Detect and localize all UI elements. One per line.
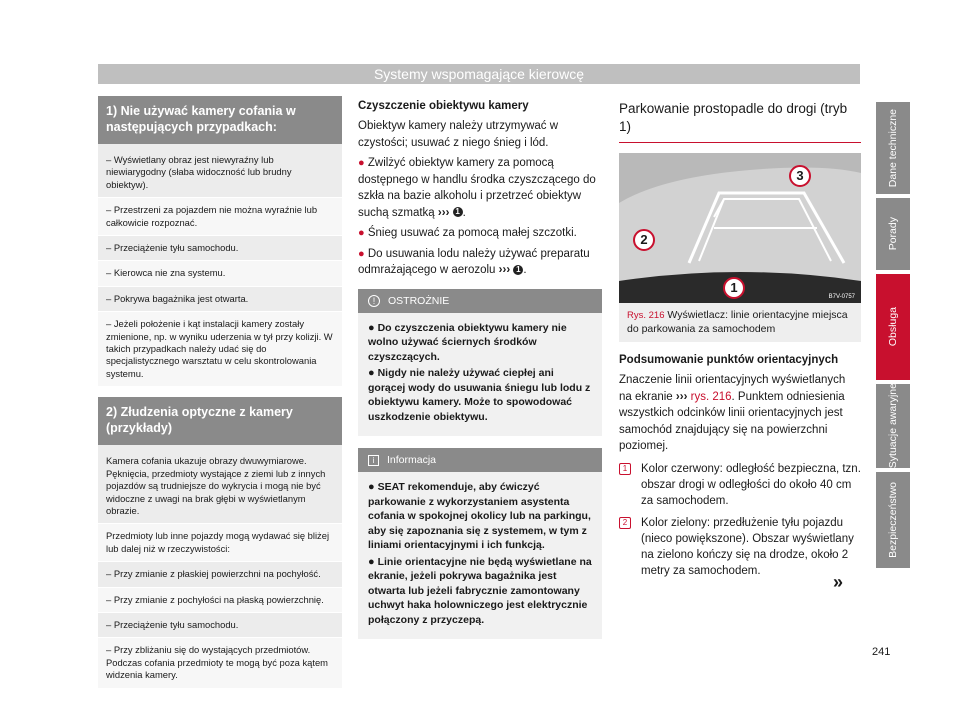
page-header: Systemy wspomagające kierowcę: [98, 64, 860, 84]
bullet-3-text: Do usuwania lodu należy używać preparatu odmrażającego w aerozolu: [358, 247, 590, 276]
bullet-1: ● Zwilżyć obiektyw kamery za pomocą dostępnego w handlu środka czyszczącego do szkła na bazie alkoholu i przetrzeć obiektyw suchą szmatką ››› 1 .: [358, 157, 596, 219]
bullet-2: [358, 225, 602, 242]
numbered-item: [619, 515, 861, 579]
side-tabs: [876, 102, 910, 572]
info-header: [358, 448, 602, 472]
ref-circle-icon[interactable]: 1: [513, 265, 523, 275]
list-item: – Przy zbliżaniu się do wystających przedmiotów. Podczas cofania przedmioty te mogą być poza kątem widzenia kamery.: [98, 638, 342, 688]
caution-item: ● Do czyszczenia obiektywu kamery nie wolno używać ściernych środków czyszczących.: [368, 321, 567, 363]
info-body: [358, 472, 602, 639]
middle-column: [358, 100, 602, 639]
list-item: – Wyświetlany obraz jest niewyraźny lub niewiarygodny (słaba widoczność lub brudny obiektyw).: [98, 144, 342, 198]
ref-arrow[interactable]: ›››: [498, 264, 511, 276]
tab-label: Sytuacje awaryjne: [887, 383, 899, 469]
caution-item: ● Nigdy nie należy używać ciepłej ani gorącej wody do usuwania śniegu lub lodu z obiektywu kamery. Może to spowodować uszkodzenie obiektywu.: [368, 367, 591, 423]
tab-bezpieczeństwo[interactable]: [876, 472, 910, 568]
bullet-3: ● Do usuwania lodu należy używać preparatu odmrażającego w aerozolu ››› 1 .: [358, 247, 590, 276]
list-item: – Jeżeli położenie i kąt instalacji kamery zostały zmienione, np. w wyniku uderzenia w tył przy kolizji. W takich przypadkach należy udać się do specjalistycznego warsztatu w celu skontrolowania systemu.: [98, 312, 342, 387]
tab-porady[interactable]: [876, 198, 910, 270]
section-2-title: 2) Złudzenia optyczne z kamery (przykłady): [98, 397, 342, 445]
figure-caption: [619, 303, 861, 342]
info-item: ● SEAT rekomenduje, aby ćwiczyć parkowanie z wykorzystaniem asystenta cofania w spokojnej okolicy lub na parkingu, aby się zapoznania się z systemem, w tym z liniami orientacyjnymi i ich funkcją.: [368, 481, 591, 551]
summary-heading: Podsumowanie punktów orientacyjnych: [619, 354, 839, 366]
cleaning-para: Obiektyw kamery należy utrzymywać w czystości; usuwać z niego śnieg i lód.: [358, 120, 559, 149]
caption-text: Wyświetlacz: linie orientacyjne miejsca do parkowania za samochodem: [627, 309, 848, 335]
caution-icon: !: [368, 295, 380, 307]
callout-3: 3: [789, 165, 811, 187]
cleaning-heading: Czyszczenie obiektywu kamery: [358, 100, 529, 112]
numbered-list: [619, 461, 861, 579]
list-item: – Kierowca nie zna systemu.: [98, 261, 342, 286]
section-2-intro: Kamera cofania ukazuje obrazy dwuwymiarowe. Pęknięcia, przedmioty wystające z ziemi lub z innych pojazdów są trudniejsze do wykrycia i mogą nie być widoczne z uwagi na brak głębi w wyświetlanym obrazie.: [98, 445, 342, 524]
bullet-2-text: Śnieg usuwać za pomocą małej szczotki.: [367, 227, 577, 239]
section-title: Parkowanie prostopadle do drogi (tryb 1): [619, 100, 861, 143]
summary-para: [619, 372, 861, 455]
continue-mark: »: [833, 572, 844, 592]
list-item: – Przeciążenie tyłu samochodu.: [98, 613, 342, 638]
section-2-intro2: Przedmioty lub inne pojazdy mogą wydawać się bliżej lub dalej niż w rzeczywistości:: [98, 524, 342, 562]
callout-2: 2: [633, 229, 655, 251]
list-item: – Pokrywa bagażnika jest otwarta.: [98, 287, 342, 312]
numbered-item: [619, 461, 861, 509]
tab-dane-techniczne[interactable]: [876, 102, 910, 194]
item-number: 2: [619, 517, 631, 529]
bullet-dot: ●: [358, 247, 365, 260]
ref-arrow[interactable]: ›››: [437, 206, 450, 219]
caution-box: [358, 289, 602, 437]
section-1-title: 1) Nie używać kamery cofania w następujących przypadkach:: [98, 96, 342, 144]
item-text: Kolor zielony: przedłużenie tyłu pojazdu (nieco powiększone). Obszar wyświetlany na zielono kończy się na drodze, około 2 metry za samochodem.: [641, 516, 854, 577]
left-column: [98, 96, 342, 689]
tab-label: Dane techniczne: [887, 108, 899, 188]
tab-obsługa[interactable]: [876, 274, 910, 380]
bullet-1-text: Zwilżyć obiektyw kamery za pomocą dostępnego w handlu środka czyszczącego do szkła na bazie alkoholu i przetrzeć obiektyw suchą szmatką: [358, 157, 596, 219]
page-number: 241: [872, 646, 891, 658]
info-box: [358, 448, 602, 639]
ref-arrow[interactable]: ›››: [675, 390, 688, 403]
tab-label: Obsługa: [887, 307, 899, 347]
list-item: – Przestrzeni za pojazdem nie można wyraźnie lub całkowicie rozpoznać.: [98, 198, 342, 236]
summary-para-text: Znaczenie linii orientacyjnych wyświetlanych na ekranie: [619, 374, 846, 403]
item-number: 1: [619, 463, 631, 475]
caution-header: [358, 289, 602, 313]
item-text: Kolor czerwony: odległość bezpieczna, tzn. obszar drogi w odległości do około 40 cm za samochodem.: [641, 462, 861, 507]
bullet-dot: ●: [358, 157, 365, 169]
info-icon: i: [368, 455, 379, 466]
callout-1: 1: [723, 277, 745, 299]
list-item: – Przy zmianie z pochyłości na płaską powierzchnię.: [98, 588, 342, 613]
caption-label: Rys. 216: [627, 310, 665, 321]
figure-link[interactable]: rys. 216: [690, 390, 732, 403]
info-title: Informacja: [387, 454, 437, 466]
list-item: – Przeciążenie tyłu samochodu.: [98, 236, 342, 261]
bullet-dot: ●: [358, 227, 365, 239]
section-2-list: [98, 562, 342, 688]
tab-label: Porady: [887, 217, 899, 251]
figure-code: B7V-0757: [828, 294, 855, 300]
caution-body: [358, 313, 602, 437]
right-column: [619, 100, 861, 579]
caution-title: OSTROŻNIE: [388, 294, 450, 307]
info-item: ● Linie orientacyjne nie będą wyświetlane na ekranie, jeżeli pokrywa bagażnika jest otwarta lub jeżeli fabrycznie zamontowany uchwyt haka holowniczego jest elektrycznie połączony z przyczepą.: [368, 555, 592, 626]
ref-circle-icon[interactable]: 1: [453, 207, 463, 217]
tab-label: Bezpieczeństwo: [887, 482, 899, 558]
summary-para-text2: . Punktem odniesienia wszystkich odcinków linii orientacyjnych jest samochód znajdujący się na powierzchni poziomej.: [619, 390, 845, 452]
tab-sytuacje-awaryjne[interactable]: [876, 384, 910, 468]
list-item: – Przy zmianie z płaskiej powierzchni na pochyłość.: [98, 562, 342, 587]
parking-lines-figure: [619, 153, 861, 303]
section-1-list: [98, 144, 342, 387]
